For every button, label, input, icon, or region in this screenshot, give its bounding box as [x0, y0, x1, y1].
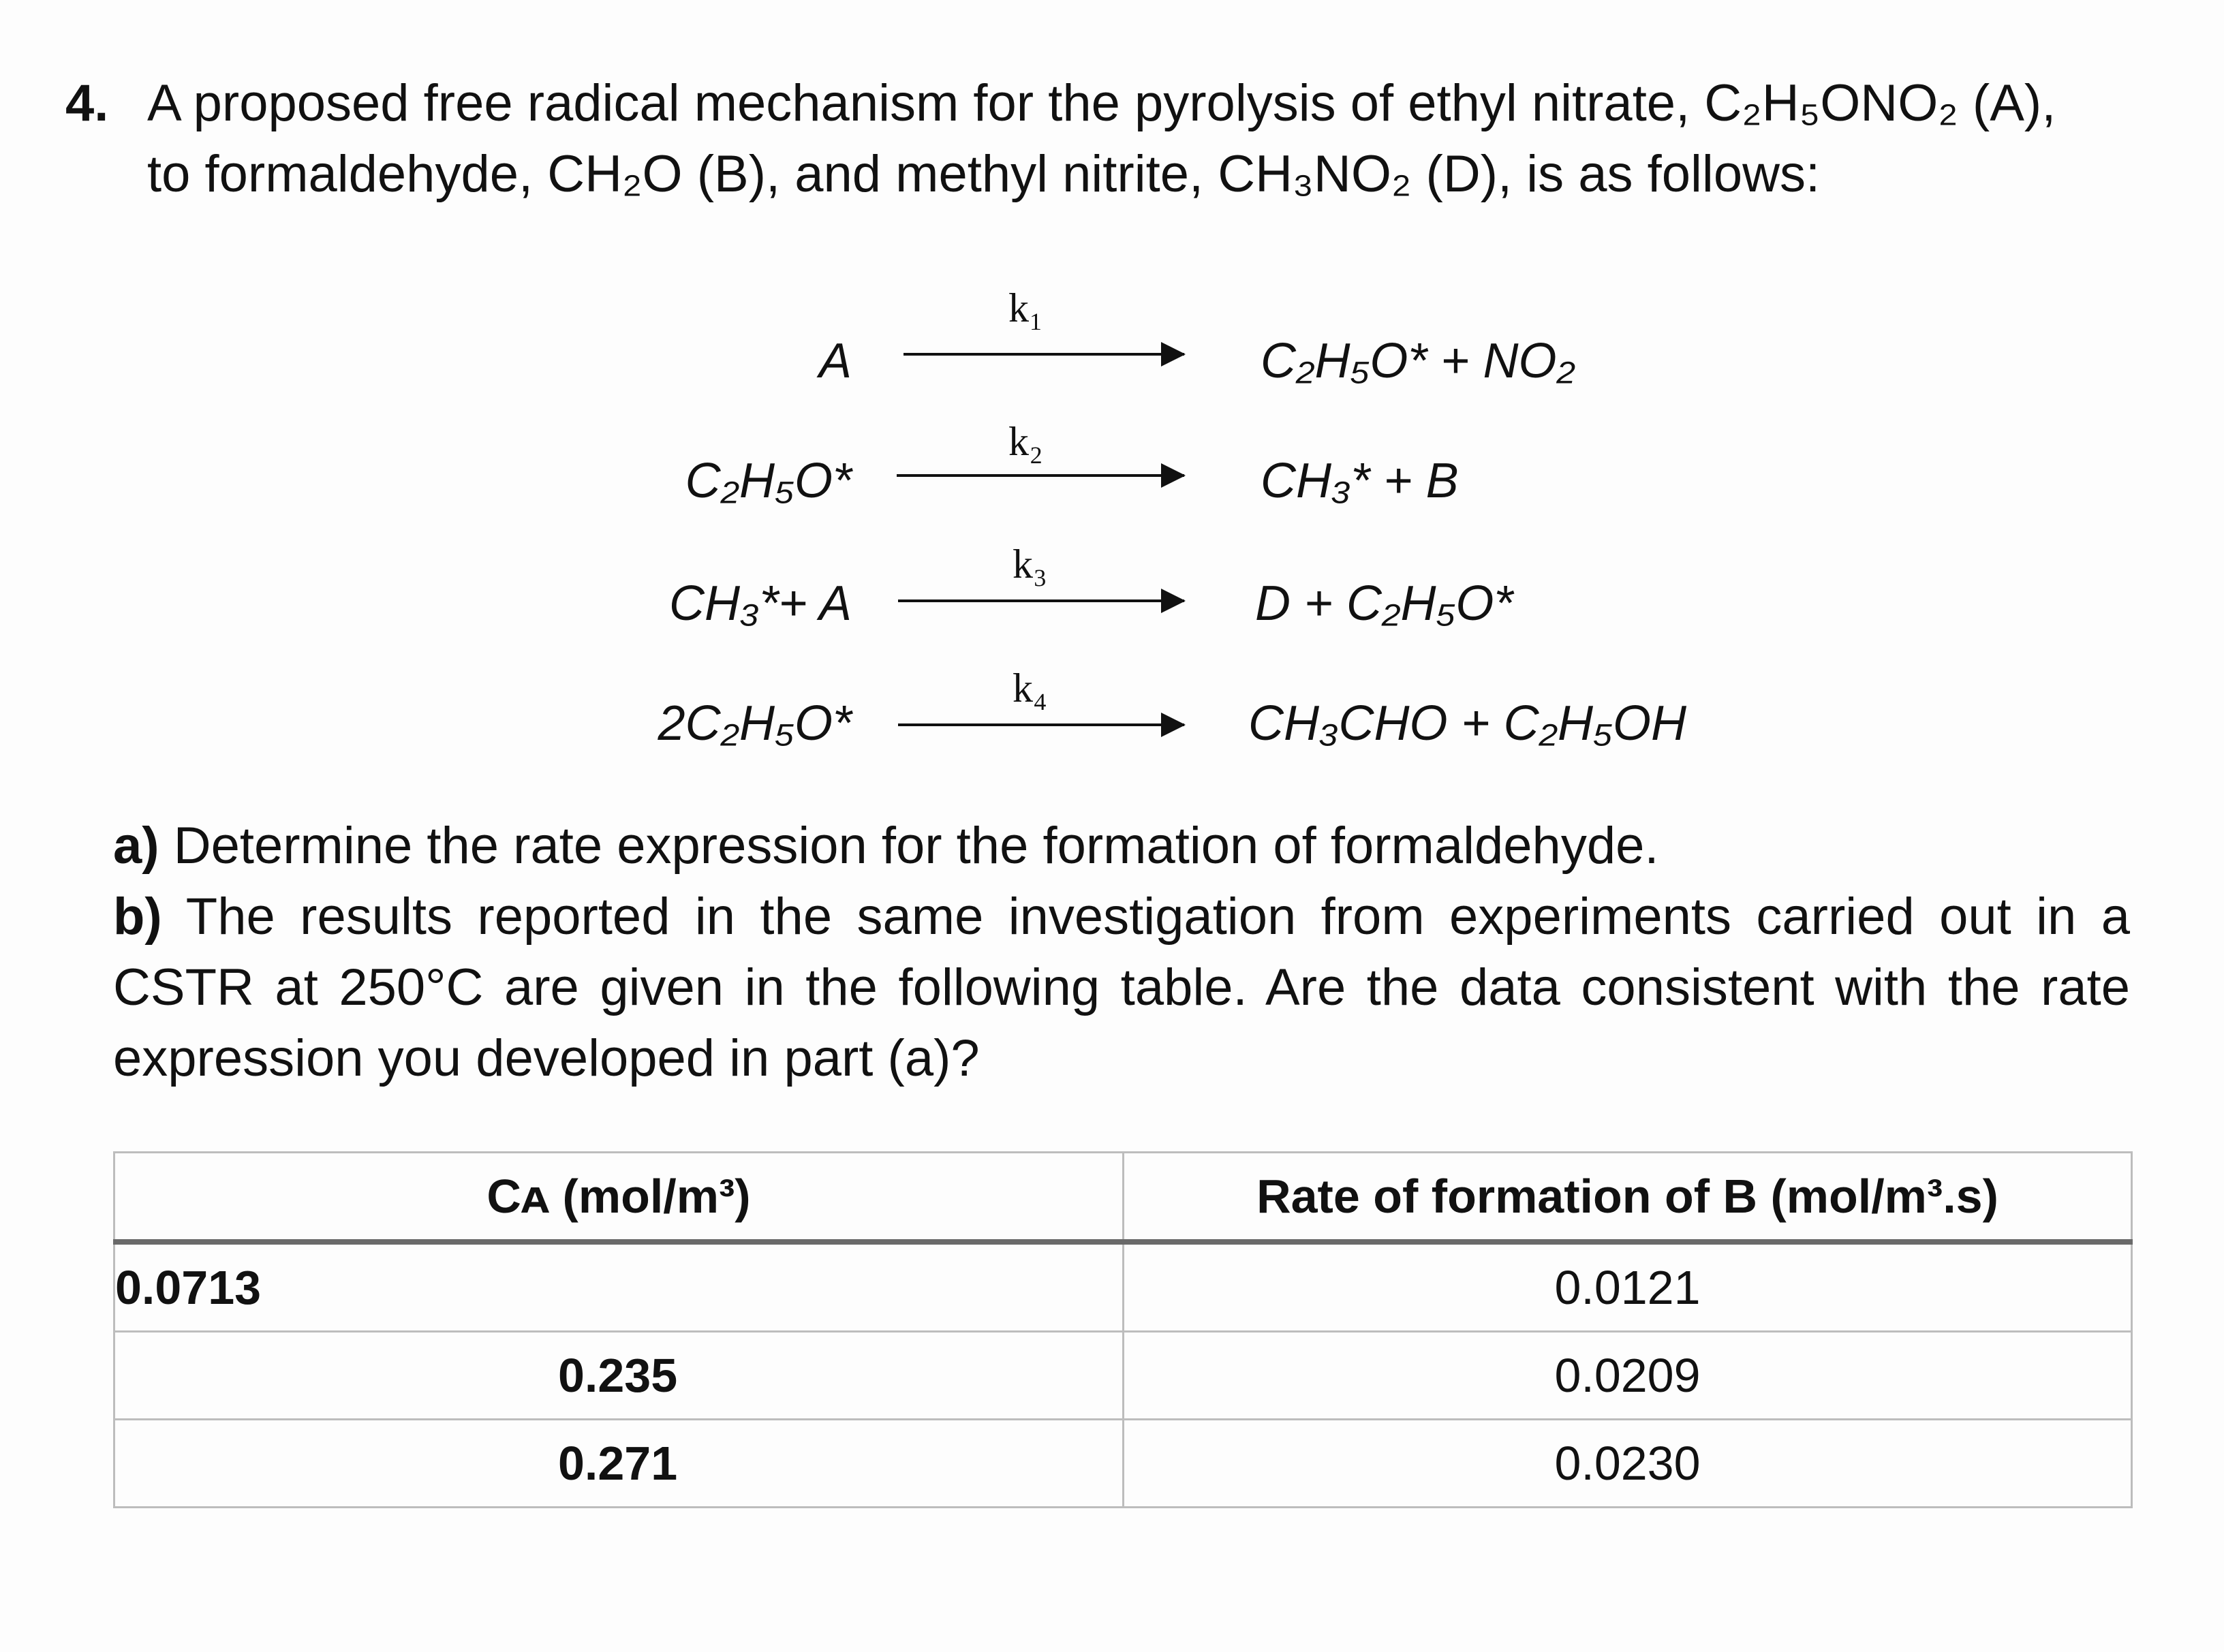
reaction-arrow-4 — [898, 723, 1184, 726]
part-b — [113, 882, 2130, 1094]
cell-rate: 0.0230 — [1124, 1420, 2132, 1508]
reactant-2: C₂H₅O* — [685, 454, 852, 508]
part-a-label: a) — [113, 817, 159, 875]
question-line-2: to formaldehyde, CH₂O (B), and methyl nitrite, CH₃NO₂ (D), is as follows: — [147, 145, 1821, 203]
part-a-text: Determine the rate expression for the formation of formaldehyde. — [173, 817, 1659, 875]
question-number: 4. — [65, 74, 109, 132]
table-row — [114, 1242, 2132, 1332]
reaction-mechanism — [0, 0, 2224, 777]
part-b-label: b) — [113, 888, 162, 946]
part-a — [113, 811, 2130, 882]
table-header-row — [114, 1153, 2132, 1243]
product-3: D + C₂H₅O* — [1255, 576, 1513, 631]
header-rate: Rate of formation of B (mol/m³.s) — [1124, 1153, 2132, 1243]
rate-constant-2: k₂ — [1008, 419, 1043, 464]
question-line-1: 4. A proposed free radical mechanism for the pyrolysis of ethyl nitrate, C₂H₅ONO₂ (A), — [65, 68, 2150, 139]
rate-constant-3: k₃ — [1013, 542, 1047, 587]
table-row — [114, 1332, 2132, 1420]
product-1: C₂H₅O* + NO₂ — [1261, 334, 1575, 388]
reaction-arrow-3 — [898, 599, 1184, 602]
table-row — [114, 1420, 2132, 1508]
header-concentration: Cᴀ (mol/m³) — [114, 1153, 1124, 1243]
cell-rate: 0.0209 — [1124, 1332, 2132, 1420]
cell-rate: 0.0121 — [1124, 1242, 2132, 1332]
cell-concentration: 0.0713 — [114, 1242, 1124, 1332]
reaction-arrow-2 — [897, 474, 1184, 477]
rate-constant-4: k₄ — [1013, 666, 1047, 711]
reaction-arrow-1 — [904, 353, 1184, 356]
part-b-text: The results reported in the same investigation from experiments carried out in a CSTR at 250°C are given in the following table. Are the data consistent with the rate expression you developed in part (a)? — [113, 888, 2130, 1087]
cell-concentration: 0.271 — [114, 1420, 1124, 1508]
reactant-4: 2C₂H₅O* — [658, 696, 852, 751]
rate-constant-1: k₁ — [1008, 285, 1043, 330]
product-4: CH₃CHO + C₂H₅OH — [1248, 696, 1686, 751]
cell-concentration: 0.235 — [114, 1332, 1124, 1420]
data-table — [113, 1151, 2133, 1508]
reactant-1: A — [818, 334, 852, 388]
product-2: CH₃* + B — [1261, 454, 1459, 508]
question-parts — [113, 811, 2130, 1094]
reactant-3: CH₃*+ A — [669, 576, 852, 631]
